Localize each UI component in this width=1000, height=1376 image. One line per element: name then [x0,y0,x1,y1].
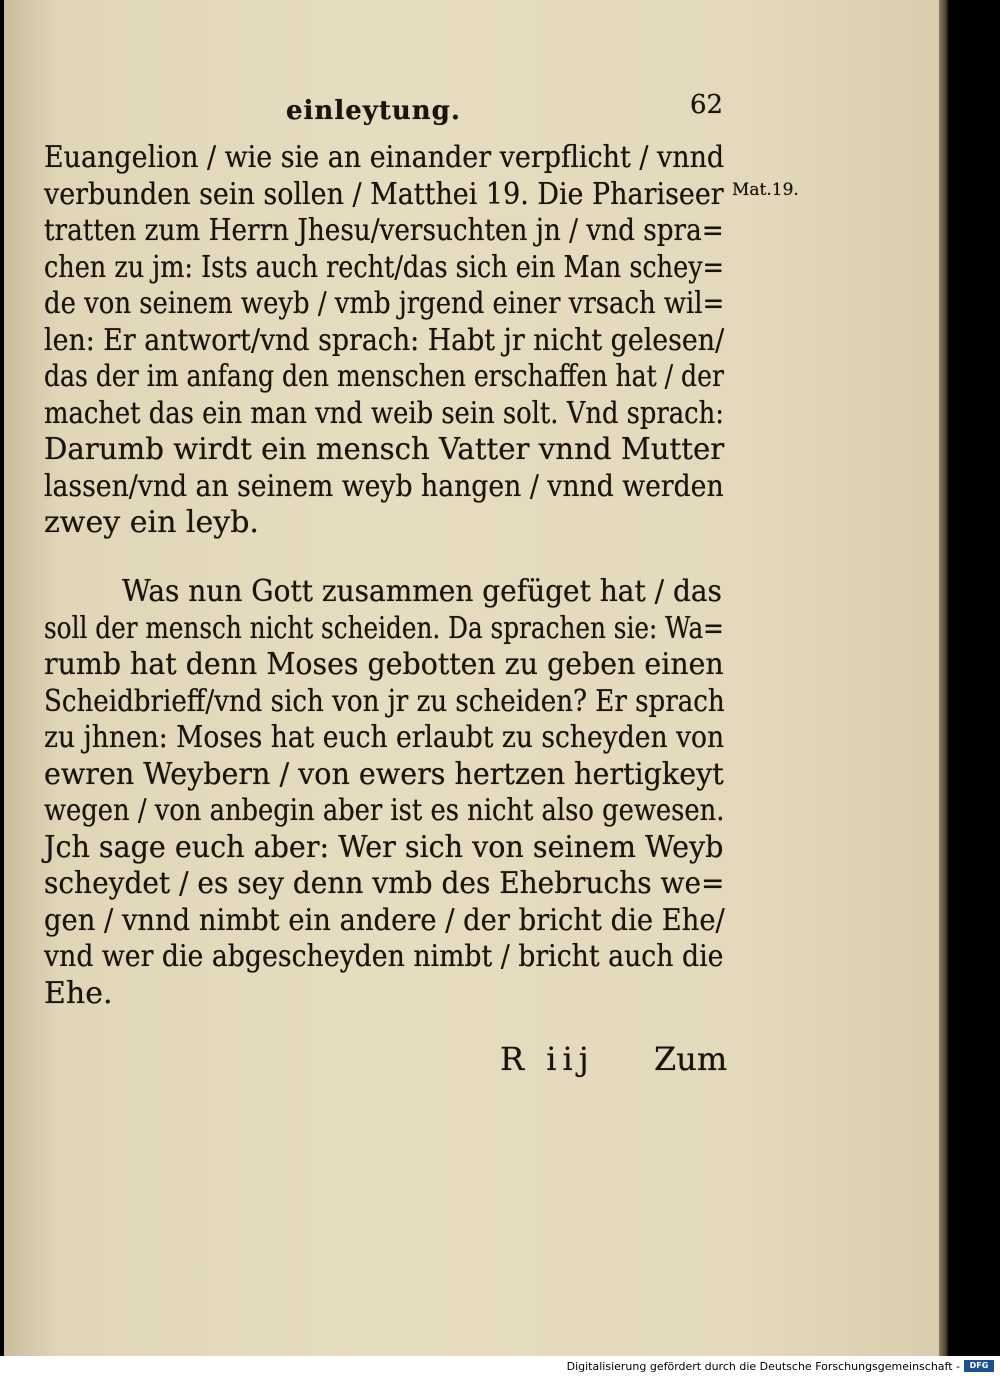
text-line: zu jhnen: Moses hat euch erlaubt zu scheyden von [44,720,725,755]
book-page [4,0,939,1356]
text-line: soll der mensch nicht scheiden. Da sprachen sie: Wa= [44,610,724,646]
text-line: chen zu jm: Ists auch recht/das sich ein Man schey= [44,249,724,285]
text-line: vnd wer die abgescheyden nimbt / bricht auch die [44,939,724,974]
text-line: scheydet / es sey denn vmb des Ehebruchs we= [44,866,725,901]
text-line: ewren Weybern / von ewers hertzen hertigkeyt [44,756,724,792]
text-line: Ehe. [44,975,113,1011]
text-line: Jch sage euch aber: Wer sich von seinem Weyb [44,829,724,865]
footer-bar [0,1356,1000,1376]
text-line: machet das ein man vnd weib sein solt. Vnd sprach: [44,395,724,431]
text-line: Euangelion / wie sie an einander verpflicht / vnnd [44,140,725,175]
text-line: Darumb wirdt ein mensch Vatter vnnd Mutter [44,432,725,467]
text-line: wegen / von anbegin aber ist es nicht also gewesen. [44,793,725,828]
text-line: de von seinem weyb / vmb jrgend einer vrsach wil= [44,286,725,321]
footer-credit: Digitalisierung gefördert durch die Deutsche Forschungsgemeinschaft - [566,1360,960,1373]
text-line: gen / vnnd nimbt ein andere / der bricht die Ehe/ [44,902,725,938]
margin-note: Mat.19. [732,180,799,200]
text-line: Scheidbrieff/vnd sich von jr zu scheiden? Er sprach [44,683,725,719]
running-head: einleytung. [286,96,461,126]
text-line: lassen/vnd an seinem weyb hangen / vnnd werden [44,468,724,504]
text-line: zwey ein leyb. [44,505,259,540]
catchword: Zum [654,1040,728,1078]
text-line: Was nun Gott zusammen gefüget hat / das [122,574,722,609]
page-number: 62 [690,90,724,120]
text-line: tratten zum Herrn Jhesu/versuchten jn / vnd spra= [44,213,724,248]
text-line: rumb hat denn Moses gebotten zu geben einen [44,647,724,682]
dfg-logo: DFG [964,1360,994,1372]
signature-mark: R iij [500,1040,595,1078]
text-line: len: Er antwort/vnd sprach: Habt jr nicht gelesen/ [44,322,725,358]
text-line: verbunden sein sollen / Matthei 19. Die Phariseer [44,176,724,212]
text-line: das der im anfang den menschen erschaffen hat / der [44,359,724,394]
page-edge [939,0,949,1356]
